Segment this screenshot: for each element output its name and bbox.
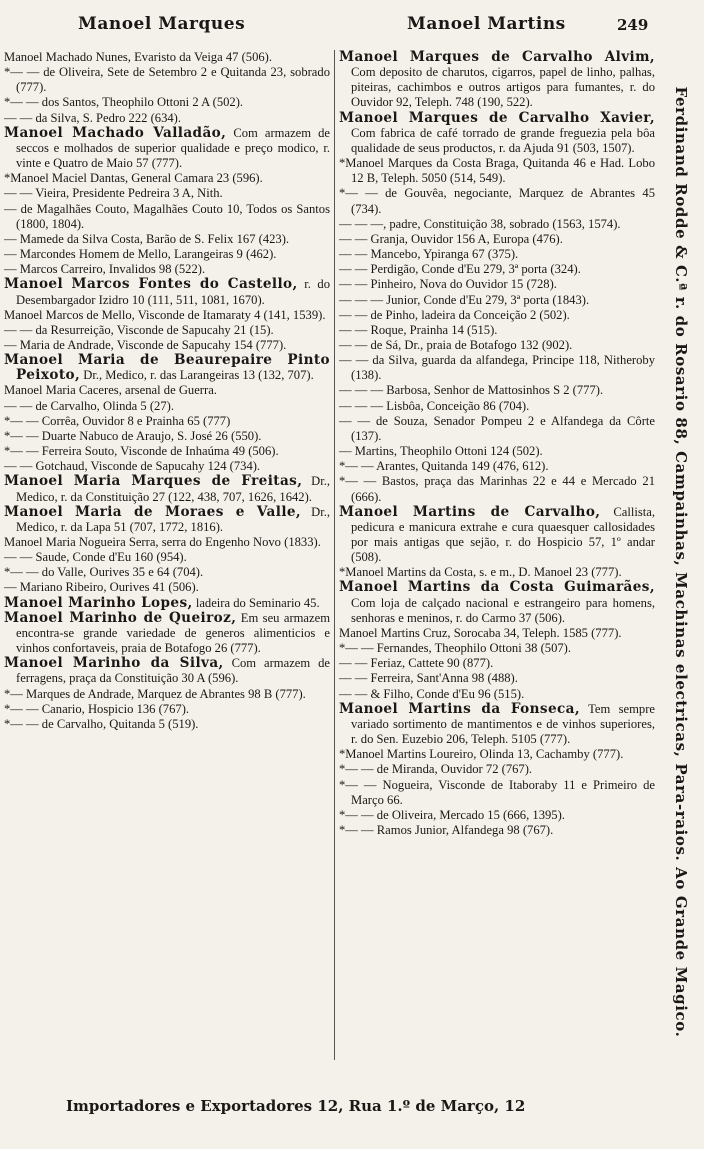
entry-text: Com armazem de ferragens, praça da Constituição 30 A (596). [16,656,330,686]
entry-text: — — de Carvalho, Olinda 5 (27). [4,398,174,413]
left-column [4,50,330,732]
entry-text: Em seu armazem encontra-se grande variedade de generos alimenticios e vinhos confortaveis, praia de Botafogo 26 (777). [16,610,330,656]
directory-entry [339,641,655,656]
entry-text: Manoel Machado Nunes, Evaristo da Veiga 47 (506). [4,50,273,64]
directory-entry [4,474,330,504]
entry-name-bold: Manoel Maria de Beaurepaire Pinto Peixoto, [4,352,330,384]
directory-entry [339,277,655,292]
entry-text: — — de Sá, Dr., praia de Botafogo 132 (902). [339,337,573,352]
directory-entry [339,671,655,686]
entry-text: ladeira do Seminario 45. [192,595,320,610]
entry-text: *— — de Miranda, Ouvidor 72 (767). [339,762,533,777]
directory-entry [339,762,655,777]
entry-text: Dr., Medico, r. das Larangeiras 13 (132, 707). [80,368,314,383]
directory-entry [339,247,655,262]
entry-text: Callista, pedicura e manicura extrahe e cura quaesquer callosidades por mais antigas que sejão, r. do Hospicio 57, 1º andar (508). [351,504,655,565]
directory-entry [4,383,330,398]
entry-text: *— — Ferreira Souto, Visconde de Inhaúma 49 (506). [4,444,279,459]
sidebar-advertisement [664,34,698,1089]
directory-entry [4,262,330,277]
directory-entry [339,747,655,762]
directory-entry [4,550,330,565]
entry-text: *— — Ramos Junior, Alfandega 98 (767). [339,822,554,837]
entry-text: — Mariano Ribeiro, Ourives 41 (506). [4,580,199,595]
entry-text: *— — do Valle, Ourives 35 e 64 (704). [4,565,204,580]
directory-entry [339,808,655,823]
entry-text: — — de Pinho, ladeira da Conceição 2 (502). [339,307,570,322]
entry-text: — — — Barbosa, Senhor de Mattosinhos S 2 (777). [339,383,604,398]
directory-entry [4,247,330,262]
directory-entry [339,414,655,444]
directory-entry [4,687,330,702]
entry-text: Com armazem de seccos e molhados de superior qualidade e preço modico, r. vinte e Quatro de Maio 57 (777). [16,125,330,171]
directory-entry [339,217,655,232]
directory-entry [4,535,330,550]
directory-entry [4,505,330,535]
sidebar-text: Ferdinand Rodde & C.ª r. do Rosario 88, Campainhas, Machinas electricas, Para-raios. Ao Grande Magico. [672,86,690,1037]
entry-text: — — — Lisbôa, Conceição 86 (704). [339,398,530,413]
entry-text: r. do Desembargador Izidro 10 (111, 511, 1081, 1670). [16,277,330,307]
entry-name-bold: Manoel Martins de Carvalho, [339,503,601,520]
directory-entry [339,580,655,625]
entry-name-bold: Manoel Machado Valladão, [4,124,227,141]
directory-entry [339,338,655,353]
entry-text: — Martins, Theophilo Ottoni 124 (502). [339,444,543,459]
entry-text: *— — Arantes, Quitanda 149 (476, 612). [339,459,549,474]
entry-text: — — Roque, Prainha 14 (515). [339,322,498,337]
directory-entry [4,702,330,717]
directory-entry [339,459,655,474]
directory-entry [4,459,330,474]
running-header-right: Manoel Martins [407,14,566,34]
entry-text: Manoel Maria Nogueira Serra, serra do Engenho Novo (1833). [4,535,321,549]
entry-name-bold: Manoel Marinho de Queiroz, [4,609,237,626]
entry-text: — — da Silva, S. Pedro 222 (634). [4,110,182,125]
directory-entry [4,429,330,444]
directory-entry [4,50,330,65]
directory-entry [339,399,655,414]
directory-entry [4,308,330,323]
entry-text: Manoel Maria Caceres, arsenal de Guerra. [4,383,217,398]
entry-text: — — Pinheiro, Nova do Ouvidor 15 (728). [339,277,557,292]
directory-entry [4,565,330,580]
directory-entry [4,171,330,186]
directory-entry [4,277,330,307]
entry-text: Manoel Marcos de Mello, Visconde de Itamaraty 4 (141, 1539). [4,307,326,322]
entry-text: Dr., Medico, r. da Lapa 51 (707, 1772, 1816). [16,504,330,534]
entry-name-bold: Manoel Maria Marques de Freitas, [4,473,303,490]
entry-text: *— — Fernandes, Theophilo Ottoni 38 (507). [339,641,572,656]
footer-advertisement: Importadores e Exportadores 12, Rua 1.º de Março, 12 [66,1097,526,1115]
entry-text: — Maria de Andrade, Visconde de Sapucahy 154 (777). [4,337,287,352]
directory-entry [339,232,655,247]
directory-entry [339,293,655,308]
directory-entry [4,414,330,429]
entry-text: — de Magalhães Couto, Magalhães Couto 10, Todos os Santos (1800, 1804). [4,201,330,231]
entry-text: — — de Souza, Senador Pompeu 2 e Alfandega da Côrte (137). [339,413,655,443]
directory-entry [339,50,655,111]
entry-text: *— Marques de Andrade, Marquez de Abrantes 98 B (777). [4,686,306,701]
entry-name-bold: Manoel Martins da Fonseca, [339,700,581,717]
entry-text: — Marcos Carreiro, Invalidos 98 (522). [4,262,206,277]
entry-text: Com fabrica de café torrado de grande freguezia pela bôa qualidade de seus productos, r. da Ajuda 91 (503, 1507). [351,125,655,155]
directory-entry [339,308,655,323]
directory-entry [339,156,655,186]
entry-text: Com deposito de charutos, cigarros, papel de linho, palhas, piteiras, cachimbos e outros artigos para fumantes, r. do Ouvidor 92, Teleph. 748 (190, 522). [351,65,655,110]
directory-entry [4,338,330,353]
directory-entry [339,383,655,398]
entry-text: *Manoel Martins Loureiro, Olinda 13, Cachamby (777). [339,747,624,762]
directory-entry [4,111,330,126]
directory-entry [339,656,655,671]
entry-name-bold: Manoel Marques de Carvalho Alvim, [339,49,655,65]
directory-entry [4,580,330,595]
entry-text: *Manoel Marques da Costa Braga, Quitanda 46 e Had. Lobo 12 B, Teleph. 5050 (514, 549). [339,156,655,186]
entry-text: *— — de Oliveira, Mercado 15 (666, 1395). [339,807,565,822]
entry-text: — — Vieira, Presidente Pedreira 3 A, Nith. [4,186,223,201]
directory-entry [339,565,655,580]
directory-entry [339,111,655,156]
page-number: 249 [617,16,649,34]
directory-entry [4,95,330,110]
directory-entry [339,626,655,641]
entry-text: *— — dos Santos, Theophilo Ottoni 2 A (502). [4,95,244,110]
entry-name-bold: Manoel Marcos Fontes do Castello, [4,276,298,293]
directory-entry [339,778,655,808]
entry-text: — — da Resurreição, Visconde de Sapucahy 21 (15). [4,322,274,337]
entry-text: — Marcondes Homem de Mello, Larangeiras 9 (462). [4,247,277,262]
entry-name-bold: Manoel Marinho da Silva, [4,655,224,672]
entry-text: — — Gotchaud, Visconde de Sapucahy 124 (734). [4,459,261,474]
entry-text: Manoel Martins Cruz, Sorocaba 34, Teleph. 1585 (777). [339,625,622,640]
directory-entry [339,262,655,277]
directory-entry [4,65,330,95]
directory-entry [339,474,655,504]
entry-name-bold: Manoel Marques de Carvalho Xavier, [339,109,655,126]
entry-text: — — Ferreira, Sant'Anna 98 (488). [339,671,518,686]
directory-entry [4,202,330,232]
directory-entry [339,186,655,216]
entry-text: *Manoel Martins da Costa, s. e m., D. Manoel 23 (777). [339,565,622,580]
entry-text: *— — Bastos, praça das Marinhas 22 e 44 e Mercado 21 (666). [339,474,655,504]
entry-name-bold: Manoel Marinho Lopes, [4,594,193,611]
directory-entry [339,823,655,838]
entry-text: — — — Junior, Conde d'Eu 279, 3ª porta (1843). [339,292,590,307]
entry-text: — — Saude, Conde d'Eu 160 (954). [4,550,187,565]
entry-text: — — & Filho, Conde d'Eu 96 (515). [339,686,525,701]
directory-entry [339,323,655,338]
entry-text: *— — de Carvalho, Quitanda 5 (519). [4,716,199,731]
entry-text: *— — de Gouvêa, negociante, Marquez de Abrantes 45 (734). [339,186,655,216]
right-column [339,50,655,838]
entry-text: *— — Corrêa, Ouvidor 8 e Prainha 65 (777) [4,413,231,428]
column-divider [334,50,335,1060]
directory-entry [339,444,655,459]
directory-entry [339,353,655,383]
directory-entry [4,232,330,247]
entry-text: — — Granja, Ouvidor 156 A, Europa (476). [339,231,563,246]
entry-text: — — Feriaz, Cattete 90 (877). [339,656,494,671]
entry-name-bold: Manoel Maria de Moraes e Valle, [4,503,302,520]
running-header-left: Manoel Marques [78,14,246,34]
entry-text: *Manoel Maciel Dantas, General Camara 23 (596). [4,171,263,186]
entry-text: Dr., Medico, r. da Constituição 27 (122, 438, 707, 1626, 1642). [16,474,330,504]
directory-entry [339,687,655,702]
directory-entry [339,505,655,566]
directory-entry [4,323,330,338]
entry-text: *— — Nogueira, Visconde de Itaboraby 11 e Primeiro de Março 66. [339,777,655,807]
entry-text: *— — de Oliveira, Sete de Setembro 2 e Quitanda 23, sobrado (777). [4,65,330,95]
entry-text: Tem sempre variado sortimento de mantimentos e de vinhos superiores, r. do Sen. Euzebio 206, Teleph. 5105 (777). [351,701,655,747]
directory-entry [4,186,330,201]
directory-entry [4,444,330,459]
entry-text: *— — Canario, Hospicio 136 (767). [4,701,190,716]
entry-text: Com loja de calçado nacional e estrangeiro para homens, senhoras e meninos, r. do Carmo 37 (506). [351,595,655,625]
entry-text: — — Mancebo, Ypiranga 67 (375). [339,247,519,262]
directory-entry [4,596,330,611]
entry-text: — — Perdigão, Conde d'Eu 279, 3ª porta (324). [339,262,581,277]
directory-entry [4,611,330,656]
directory-entry [4,399,330,414]
entry-text: — Mamede da Silva Costa, Barão de S. Felix 167 (423). [4,231,290,246]
entry-text: — — —, padre, Constituição 38, sobrado (1563, 1574). [339,216,621,231]
entry-text: *— — Duarte Nabuco de Araujo, S. José 26 (550). [4,428,262,443]
directory-entry [4,126,330,171]
directory-entry [4,717,330,732]
directory-entry [4,353,330,383]
entry-name-bold: Manoel Martins da Costa Guimarães, [339,579,655,596]
directory-entry [4,656,330,686]
directory-entry [339,702,655,747]
entry-text: — — da Silva, guarda da alfandega, Principe 118, Nitheroby (138). [339,353,655,383]
